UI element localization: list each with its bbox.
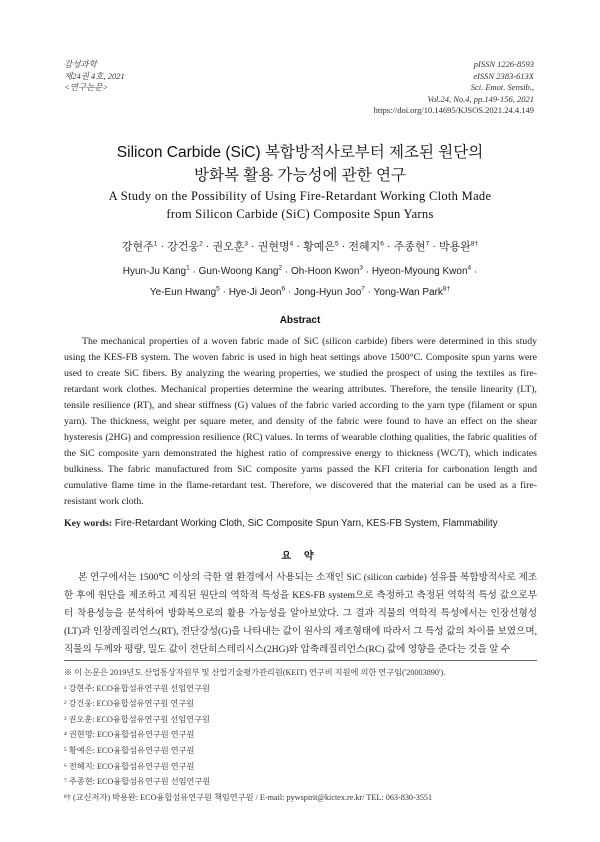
footnote-item: ³ 권오훈: ECO융합섬유연구원 선임연구원 xyxy=(64,714,210,724)
eissn: eISSN 2383-613X xyxy=(473,70,534,81)
author-name xyxy=(303,241,339,253)
english-author-list xyxy=(90,260,510,301)
author-separator: · xyxy=(202,240,213,253)
footnote-divider xyxy=(64,660,537,661)
pissn: pISSN 1226-8593 xyxy=(473,59,534,69)
author-name-text: Gun-Woong Kang xyxy=(198,266,279,278)
english-title xyxy=(0,187,600,223)
footnote-item: ⁷ 주종현: ECO융합섬유연구원 선임연구원 xyxy=(64,777,211,787)
author-separator: · xyxy=(248,240,258,253)
author-separator: · xyxy=(282,266,292,278)
korean-title-line-1: Silicon Carbide (SiC) 복합방적사로부터 제조된 원단의 xyxy=(116,144,484,161)
korean-author-list xyxy=(0,237,600,254)
author-affiliation-marker: 2 xyxy=(278,265,283,272)
footnote-item: ⁴ 권현명: ECO융합섬유연구원 연구원 xyxy=(64,730,195,740)
author-name xyxy=(167,241,203,253)
author-name xyxy=(374,287,451,298)
footnote-item: ⁶ 전혜지: ECO융합섬유연구원 연구원 xyxy=(64,761,195,771)
author-affiliation-marker: 7 xyxy=(361,285,365,293)
author-name-text: Hyeon-Myoung Kwon xyxy=(371,266,468,278)
author-affiliation-marker: 3 xyxy=(359,265,364,272)
author-affiliation-marker: 6 xyxy=(281,285,286,293)
author-separator: · xyxy=(219,286,229,298)
footnote-item: ⁵ 황예은: ECO융합섬유연구원 연구원 xyxy=(64,745,195,755)
footnote-item: ¹ 강현주: ECO융합섬유연구원 선임연구원 xyxy=(64,683,210,693)
footnote-item: ※ 이 논문은 2019년도 산업통상자원부 및 산업기술평가관리원(KEIT) 연구비 지원에 의한 연구임('20003890'). xyxy=(64,668,446,677)
author-name xyxy=(150,287,220,298)
footnote-item: ² 강건웅: ECO융합섬유연구원 연구원 xyxy=(64,699,195,709)
korean-title-line-2: 방화복 활용 가능성에 관한 연구 xyxy=(194,167,406,184)
author-separator: · xyxy=(157,240,168,253)
author-name-text: Yong-Wan Park xyxy=(373,286,443,298)
author-name-text: Ye-Eun Hwang xyxy=(149,286,217,298)
korean-title xyxy=(0,141,600,187)
author-affiliation-marker: 4 xyxy=(289,240,294,247)
author-name-text: 권현명 xyxy=(257,240,290,253)
keywords-text: Fire-Retardant Working Cloth, SiC Composite Spun Yarn, KES-FB System, Flammability xyxy=(114,518,498,529)
abstract-heading: Abstract xyxy=(279,315,321,326)
author-name-text: 전혜지 xyxy=(348,240,381,253)
author-name xyxy=(122,241,158,253)
journal-header-left xyxy=(64,59,125,94)
author-affiliation-marker: 2 xyxy=(199,240,203,247)
author-separator: · xyxy=(364,286,374,298)
author-affiliation-marker: 4 xyxy=(467,265,472,272)
author-affiliation-marker: 5 xyxy=(334,240,339,247)
author-name-text: Hyun-Ju Kang xyxy=(122,266,187,278)
author-name-text: 강건웅 xyxy=(167,240,200,253)
author-separator: · xyxy=(383,240,394,253)
author-name-text: 박용완 xyxy=(438,240,471,253)
author-name xyxy=(394,241,430,253)
author-separator: · xyxy=(471,266,478,278)
author-separator: · xyxy=(285,286,295,298)
doi-link[interactable]: https://doi.org/10.14695/KJSOS.2021.24.4.149 xyxy=(373,105,534,115)
author-name xyxy=(291,266,363,277)
author-name xyxy=(348,241,384,253)
abstract-text: The mechanical properties of a woven fabric made of SiC (silicon carbide) fibers were determined in this study using the KES-FB system. The woven fabric is used in high heat settings above 1500°C. Composite spun yarns were used to create SiC fibers. By analyzing the wearing properties, we studied the prospect of using the textiles as fire-retardant work clothes. Mechanical properties determine the wearing attributes. Therefore, the tensile linearity (LT), tensile resilience (RT), and shear stiffness (G) values of the fabric varied according to the yarn type (filament or spun yarn). The thickness, weight per square meter, and density of the fabric were found to have an effect on the shear hysteresis (2HG) and compression resilience (RC) values. In terms of wearable clothing qualities, the fabric qualities of the SiC composite yarn demonstrated the highest ratio of compressive energy to thickness (WC/T), which indicates bulkiness. The fabric manufactured from SiC composite yarns passed the KFI criteria for carbonation length and cumulative flame time in the flame-retardant test. Therefore, we discovered that the material can be used as a fire-resistant work cloth. xyxy=(64,336,537,507)
author-separator: · xyxy=(189,266,199,278)
author-name xyxy=(212,241,248,253)
author-name-text: Jong-Hyun Joo xyxy=(294,286,362,298)
author-name xyxy=(123,266,190,277)
article-type: <연구논문> xyxy=(64,82,109,92)
author-name xyxy=(258,241,294,253)
korean-summary-text: 본 연구에서는 1500℃ 이상의 극한 열 환경에서 사용되는 소재인 SiC (silicon carbide) 섬유를 복합방적사로 제조한 후에 원단을 제조하고 제직된 원단의 역학적 특성을 KES-FB system으로 측정하고 측정된 역학적 특성 값으로부터 착용성능을 분석하여 방화복으로의 활용 가능성을 알아보았다. 그 결과 직물의 역학적 특성에서는 인장선형성(LT)과 인장레질리언스(RT), 전단강성(G)을 나타내는 값이 원사의 제조형태에 따라서 그 특성 값의 차이를 보였으며, 직물의 두께와 평량, 밀도 값이 전단히스테리시스(2HG)와 압축레질리언스(RC) 값에 영향을 준다는 것을 알 수 xyxy=(64,572,537,655)
journal-header-right xyxy=(374,59,534,117)
author-affiliation-marker: 8† xyxy=(442,285,451,293)
author-separator: · xyxy=(338,240,349,253)
journal-volume: 제24권 4호, 2021 xyxy=(64,70,125,81)
author-affiliation-marker: 1 xyxy=(186,265,190,272)
author-separator: · xyxy=(293,240,304,253)
english-title-line-2: from Silicon Carbide (SiC) Composite Spun Yarns xyxy=(166,207,434,221)
journal-name: 감성과학 xyxy=(64,59,97,69)
author-name xyxy=(229,287,285,298)
summary-heading: 요 약 xyxy=(281,551,319,562)
author-name xyxy=(294,287,365,298)
author-name xyxy=(372,266,471,277)
author-separator: · xyxy=(363,266,372,278)
author-name-text: Oh-Hoon Kwon xyxy=(291,266,360,278)
author-name xyxy=(199,266,283,277)
author-name-text: 주종현 xyxy=(393,240,426,253)
author-name-text: 권오훈 xyxy=(212,240,245,253)
author-affiliation-marker: 8† xyxy=(470,240,479,247)
footnotes xyxy=(64,665,544,805)
footnote-item: ⁸† (교신저자) 박용완: ECO융합섬유연구원 책임연구원 / E-mail: pywspirit@kictex.re.kr/ TEL: 063-830-3551 xyxy=(64,792,433,802)
volume-pages: Vol.24, No.4, pp.149-156, 2021 xyxy=(427,93,534,104)
author-affiliation-marker: 3 xyxy=(244,240,248,247)
author-affiliation-marker: 1 xyxy=(153,240,158,247)
author-name-text: Hye-Ji Jeon xyxy=(228,286,282,298)
author-affiliation-marker: 5 xyxy=(216,285,220,293)
author-name-text: 강현주 xyxy=(121,240,154,253)
keywords-label: Key words: xyxy=(64,518,113,529)
author-name xyxy=(439,241,478,253)
journal-abbrev: Sci. Emot. Sensib., xyxy=(470,82,534,92)
author-affiliation-marker: 7 xyxy=(425,240,430,247)
author-separator: · xyxy=(429,240,439,253)
english-title-line-1: A Study on the Possibility of Using Fire-Retardant Working Cloth Made xyxy=(108,189,492,203)
keywords-line xyxy=(64,518,537,529)
author-name-text: 황예은 xyxy=(303,240,335,253)
author-affiliation-marker: 6 xyxy=(380,240,384,247)
